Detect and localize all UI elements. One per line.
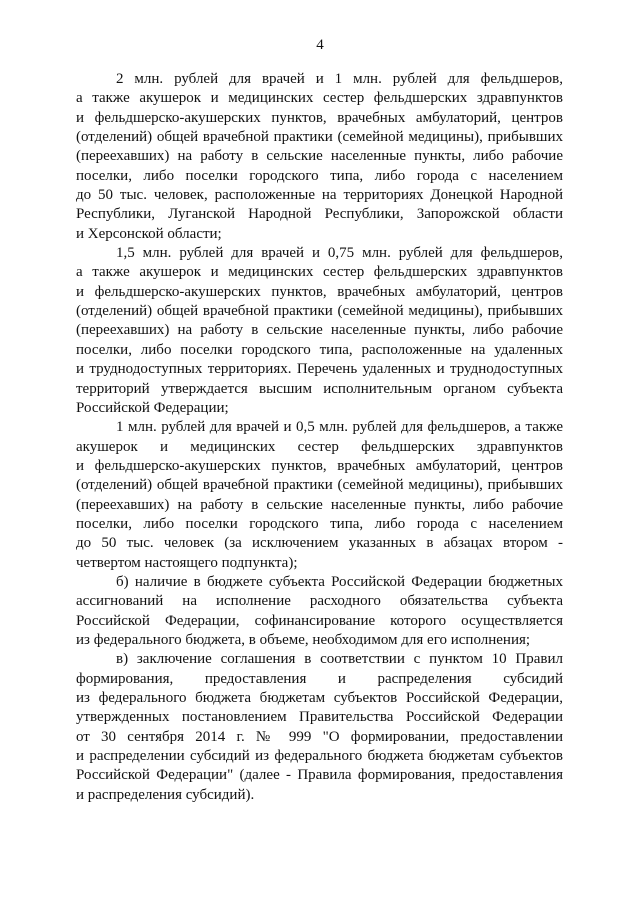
text-line: и Херсонской области;	[76, 225, 222, 242]
text-line: Российской Федерации" (далее - Правила формирования, предоставления	[76, 767, 563, 784]
text-line: в) заключение соглашения в соответствии с пунктом 10 Правил	[116, 651, 563, 668]
text-line: а также акушерок и медицинских сестер фельдшерских здравпунктов	[76, 90, 563, 107]
text-line: (отделений) общей врачебной практики (семейной медицины), прибывших	[76, 303, 563, 320]
text-line: 2 млн. рублей для врачей и 1 млн. рублей для фельдшеров,	[116, 71, 563, 87]
text-line: акушерок и медицинских сестер фельдшерских здравпунктов	[76, 438, 563, 455]
text-line: до 50 тыс. человек, расположенные на территориях Донецкой Народной	[76, 187, 563, 204]
paragraph	[76, 244, 563, 418]
text-line: формирования, предоставления и распределения субсидий	[76, 670, 563, 687]
text-line: и труднодоступных территориях. Перечень удаленных и труднодоступных	[76, 361, 563, 378]
text-line: поселки, либо поселки городского типа, расположенные на удаленных	[76, 341, 563, 358]
text-line: и распределении субсидий из федерального бюджета бюджетам субъектов	[76, 748, 563, 765]
document-body	[76, 70, 563, 805]
text-line: Российской Федерации;	[76, 399, 229, 416]
text-line: (переехавших) на работу в сельские населенные пункты, либо рабочие	[76, 496, 563, 513]
text-line: Российской Федерации, софинансирование которого осуществляется	[76, 612, 563, 629]
text-line: ассигнований на исполнение расходного обязательства субъекта	[76, 593, 563, 610]
text-line: Республики, Луганской Народной Республики, Запорожской области	[76, 206, 563, 223]
text-line: (отделений) общей врачебной практики (семейной медицины), прибывших	[76, 129, 563, 146]
paragraph	[76, 573, 563, 650]
text-line: а также акушерок и медицинских сестер фельдшерских здравпунктов	[76, 264, 563, 281]
text-line: (переехавших) на работу в сельские населенные пункты, либо рабочие	[76, 322, 563, 339]
page-number: 4	[316, 37, 324, 53]
text-line: утвержденных постановлением Правительства Российской Федерации	[76, 709, 563, 726]
text-line: 1,5 млн. рублей для врачей и 0,75 млн. рублей для фельдшеров,	[116, 245, 563, 262]
text-line: до 50 тыс. человек (за исключением указанных в абзацах втором -	[76, 535, 563, 552]
paragraph	[76, 70, 563, 244]
text-line: и фельдшерско-акушерских пунктов, врачебных амбулаторий, центров	[76, 283, 563, 300]
paragraph	[76, 650, 563, 805]
text-line: (отделений) общей врачебной практики (семейной медицины), прибывших	[76, 477, 563, 494]
text-line: от 30 сентября 2014 г. № 999 "О формировании, предоставлении	[76, 728, 563, 745]
text-line: б) наличие в бюджете субъекта Российской Федерации бюджетных	[116, 573, 563, 590]
text-line: и фельдшерско-акушерских пунктов, врачебных амбулаторий, центров	[76, 109, 563, 126]
paragraph	[76, 418, 563, 573]
text-line: 1 млн. рублей для врачей и 0,5 млн. рублей для фельдшеров, а также	[116, 419, 563, 436]
text-line: поселки, либо поселки городского типа, либо города с населением	[76, 167, 563, 184]
text-line: и распределения субсидий).	[76, 786, 255, 803]
text-line: (переехавших) на работу в сельские населенные пункты, либо рабочие	[76, 148, 563, 165]
text-line: из федерального бюджета бюджетам субъектов Российской Федерации,	[76, 690, 563, 706]
text-line: поселки, либо поселки городского типа, либо города с населением	[76, 515, 563, 532]
text-line: из федерального бюджета, в объеме, необходимом для его исполнения;	[76, 631, 531, 648]
text-line: и фельдшерско-акушерских пунктов, врачебных амбулаторий, центров	[76, 457, 563, 474]
text-line: четвертом настоящего подпункта);	[76, 554, 298, 571]
text-line: территорий утверждается высшим исполнительным органом субъекта	[76, 380, 563, 397]
